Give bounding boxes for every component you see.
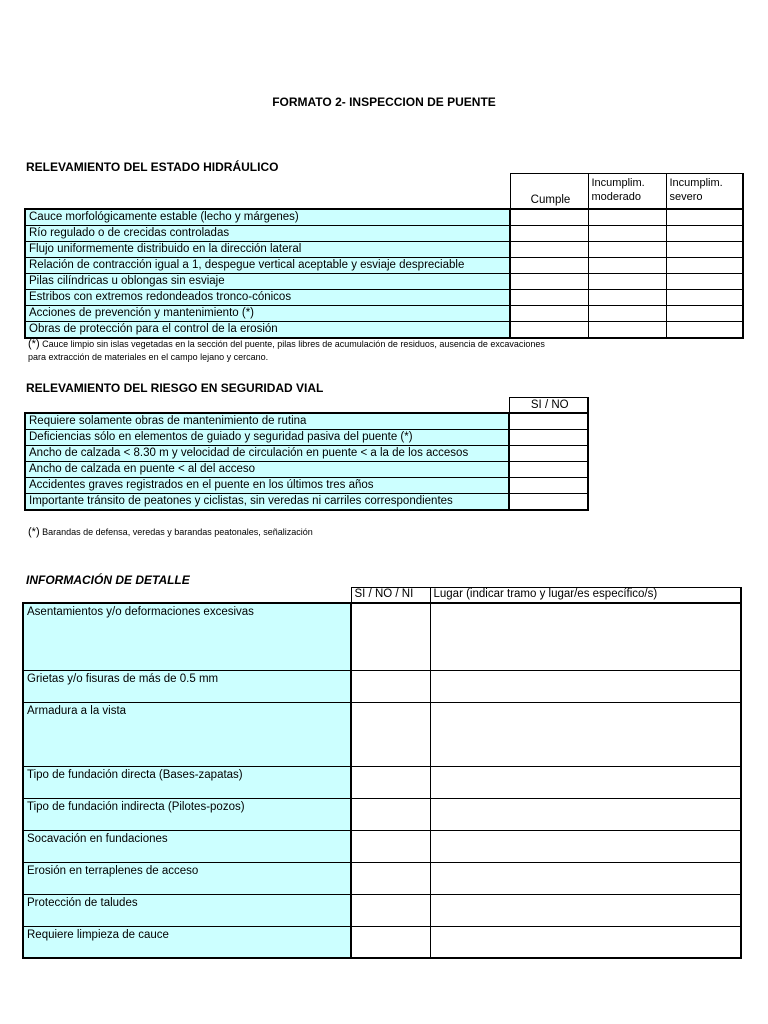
cell-moderado[interactable]	[588, 242, 666, 258]
cell-moderado[interactable]	[588, 306, 666, 322]
cell-severo[interactable]	[666, 306, 743, 322]
cell-si-no-ni[interactable]	[351, 703, 430, 767]
col-cumple: Cumple	[510, 174, 588, 210]
cell-lugar[interactable]	[430, 927, 741, 959]
footnote-text: Barandas de defensa, veredas y barandas peatonales, señalización	[42, 527, 313, 537]
table-row	[25, 494, 588, 511]
table-row	[23, 703, 741, 767]
col-incumplim-moderado: Incumplim. moderado	[588, 174, 666, 210]
hydraulic-table	[24, 173, 744, 339]
row-label: Flujo uniformemente distribuido en la dirección lateral	[25, 242, 510, 258]
row-label: Ancho de calzada < 8.30 m y velocidad de circulación en puente < a la de los accesos	[25, 446, 509, 462]
cell-cumple[interactable]	[510, 226, 588, 242]
road-safety-footnote	[28, 526, 313, 539]
table-row	[25, 446, 588, 462]
cell-cumple[interactable]	[510, 209, 588, 226]
cell-cumple[interactable]	[510, 306, 588, 322]
row-label: Río regulado o de crecidas controladas	[25, 226, 510, 242]
table-row	[25, 258, 743, 274]
row-label: Tipo de fundación indirecta (Pilotes-pozos)	[23, 799, 351, 831]
col-lugar: Lugar (indicar tramo y lugar/es específico/s)	[430, 588, 741, 604]
row-label: Ancho de calzada en puente < al del acceso	[25, 462, 509, 478]
row-label: Estribos con extremos redondeados tronco-cónicos	[25, 290, 510, 306]
road-safety-table	[24, 397, 589, 511]
cell-moderado[interactable]	[588, 274, 666, 290]
footnote-line-1: Cauce limpio sin islas vegetadas en la sección del puente, pilas libres de acumulación de residuos, ausencia de excavaciones	[42, 339, 545, 349]
col-si-no-ni: SI / NO / NI	[351, 588, 430, 604]
hydraulic-heading: RELEVAMIENTO DEL ESTADO HIDRÁULICO	[26, 160, 279, 174]
cell-moderado[interactable]	[588, 258, 666, 274]
table-row	[25, 430, 588, 446]
cell-moderado[interactable]	[588, 209, 666, 226]
cell-si-no-ni[interactable]	[351, 671, 430, 703]
row-label: Armadura a la vista	[23, 703, 351, 767]
hydraulic-footnote	[28, 338, 545, 364]
table-row	[23, 863, 741, 895]
cell-si-no-ni[interactable]	[351, 863, 430, 895]
cell-si-no-ni[interactable]	[351, 895, 430, 927]
cell-severo[interactable]	[666, 274, 743, 290]
cell-lugar[interactable]	[430, 703, 741, 767]
document-title: FORMATO 2- INSPECCION DE PUENTE	[272, 95, 496, 109]
col-si-no: SI / NO	[509, 398, 588, 414]
row-label: Requiere limpieza de cauce	[23, 927, 351, 959]
cell-severo[interactable]	[666, 242, 743, 258]
row-label: Grietas y/o fisuras de más de 0.5 mm	[23, 671, 351, 703]
cell-si-no[interactable]	[509, 478, 588, 494]
table-row	[23, 671, 741, 703]
row-label: Protección de taludes	[23, 895, 351, 927]
cell-lugar[interactable]	[430, 799, 741, 831]
table-row	[25, 478, 588, 494]
table-row	[25, 462, 588, 478]
cell-si-no[interactable]	[509, 446, 588, 462]
row-label: Requiere solamente obras de mantenimiento de rutina	[25, 413, 509, 430]
row-label: Pilas cilíndricas u oblongas sin esviaje	[25, 274, 510, 290]
cell-si-no-ni[interactable]	[351, 799, 430, 831]
cell-severo[interactable]	[666, 209, 743, 226]
table-row	[25, 290, 743, 306]
cell-si-no-ni[interactable]	[351, 767, 430, 799]
table-row	[23, 767, 741, 799]
cell-severo[interactable]	[666, 322, 743, 339]
row-label: Erosión en terraplenes de acceso	[23, 863, 351, 895]
cell-lugar[interactable]	[430, 603, 741, 671]
cell-si-no[interactable]	[509, 413, 588, 430]
cell-si-no-ni[interactable]	[351, 927, 430, 959]
cell-lugar[interactable]	[430, 671, 741, 703]
cell-si-no[interactable]	[509, 462, 588, 478]
col-incumplim-severo: Incumplim. severo	[666, 174, 743, 210]
table-row	[23, 831, 741, 863]
cell-cumple[interactable]	[510, 258, 588, 274]
cell-moderado[interactable]	[588, 226, 666, 242]
row-label: Accidentes graves registrados en el puente en los últimos tres años	[25, 478, 509, 494]
detail-heading: INFORMACIÓN DE DETALLE	[26, 573, 190, 587]
cell-severo[interactable]	[666, 226, 743, 242]
cell-si-no[interactable]	[509, 494, 588, 511]
row-label: Socavación en fundaciones	[23, 831, 351, 863]
cell-severo[interactable]	[666, 290, 743, 306]
cell-cumple[interactable]	[510, 322, 588, 339]
row-label: Deficiencias sólo en elementos de guiado y seguridad pasiva del puente (*)	[25, 430, 509, 446]
cell-si-no[interactable]	[509, 430, 588, 446]
cell-moderado[interactable]	[588, 290, 666, 306]
table-row	[25, 413, 588, 430]
cell-cumple[interactable]	[510, 290, 588, 306]
footnote-mark: (*)	[28, 526, 40, 538]
detail-table	[22, 587, 742, 959]
cell-moderado[interactable]	[588, 322, 666, 339]
table-row	[25, 306, 743, 322]
row-label: Importante tránsito de peatones y ciclistas, sin veredas ni carriles correspondientes	[25, 494, 509, 511]
row-label: Asentamientos y/o deformaciones excesivas	[23, 603, 351, 671]
table-row	[25, 226, 743, 242]
table-row	[23, 895, 741, 927]
cell-si-no-ni[interactable]	[351, 831, 430, 863]
row-label: Cauce morfológicamente estable (lecho y márgenes)	[25, 209, 510, 226]
cell-cumple[interactable]	[510, 242, 588, 258]
cell-lugar[interactable]	[430, 895, 741, 927]
table-row	[23, 927, 741, 959]
table-row	[25, 242, 743, 258]
footnote-mark: (*)	[28, 338, 40, 350]
cell-si-no-ni[interactable]	[351, 603, 430, 671]
table-row	[23, 603, 741, 671]
footnote-line-2: para extracción de materiales en el campo lejano y cercano.	[28, 352, 269, 362]
cell-lugar[interactable]	[430, 863, 741, 895]
row-label: Relación de contracción igual a 1, despegue vertical aceptable y esviaje despreciable	[25, 258, 510, 274]
cell-cumple[interactable]	[510, 274, 588, 290]
row-label: Acciones de prevención y mantenimiento (*)	[25, 306, 510, 322]
road-safety-heading: RELEVAMIENTO DEL RIESGO EN SEGURIDAD VIAL	[26, 381, 324, 395]
row-label: Tipo de fundación directa (Bases-zapatas)	[23, 767, 351, 799]
table-row	[25, 274, 743, 290]
table-row	[25, 209, 743, 226]
row-label: Obras de protección para el control de la erosión	[25, 322, 510, 339]
cell-lugar[interactable]	[430, 831, 741, 863]
cell-lugar[interactable]	[430, 767, 741, 799]
cell-severo[interactable]	[666, 258, 743, 274]
table-row	[25, 322, 743, 339]
table-row	[23, 799, 741, 831]
